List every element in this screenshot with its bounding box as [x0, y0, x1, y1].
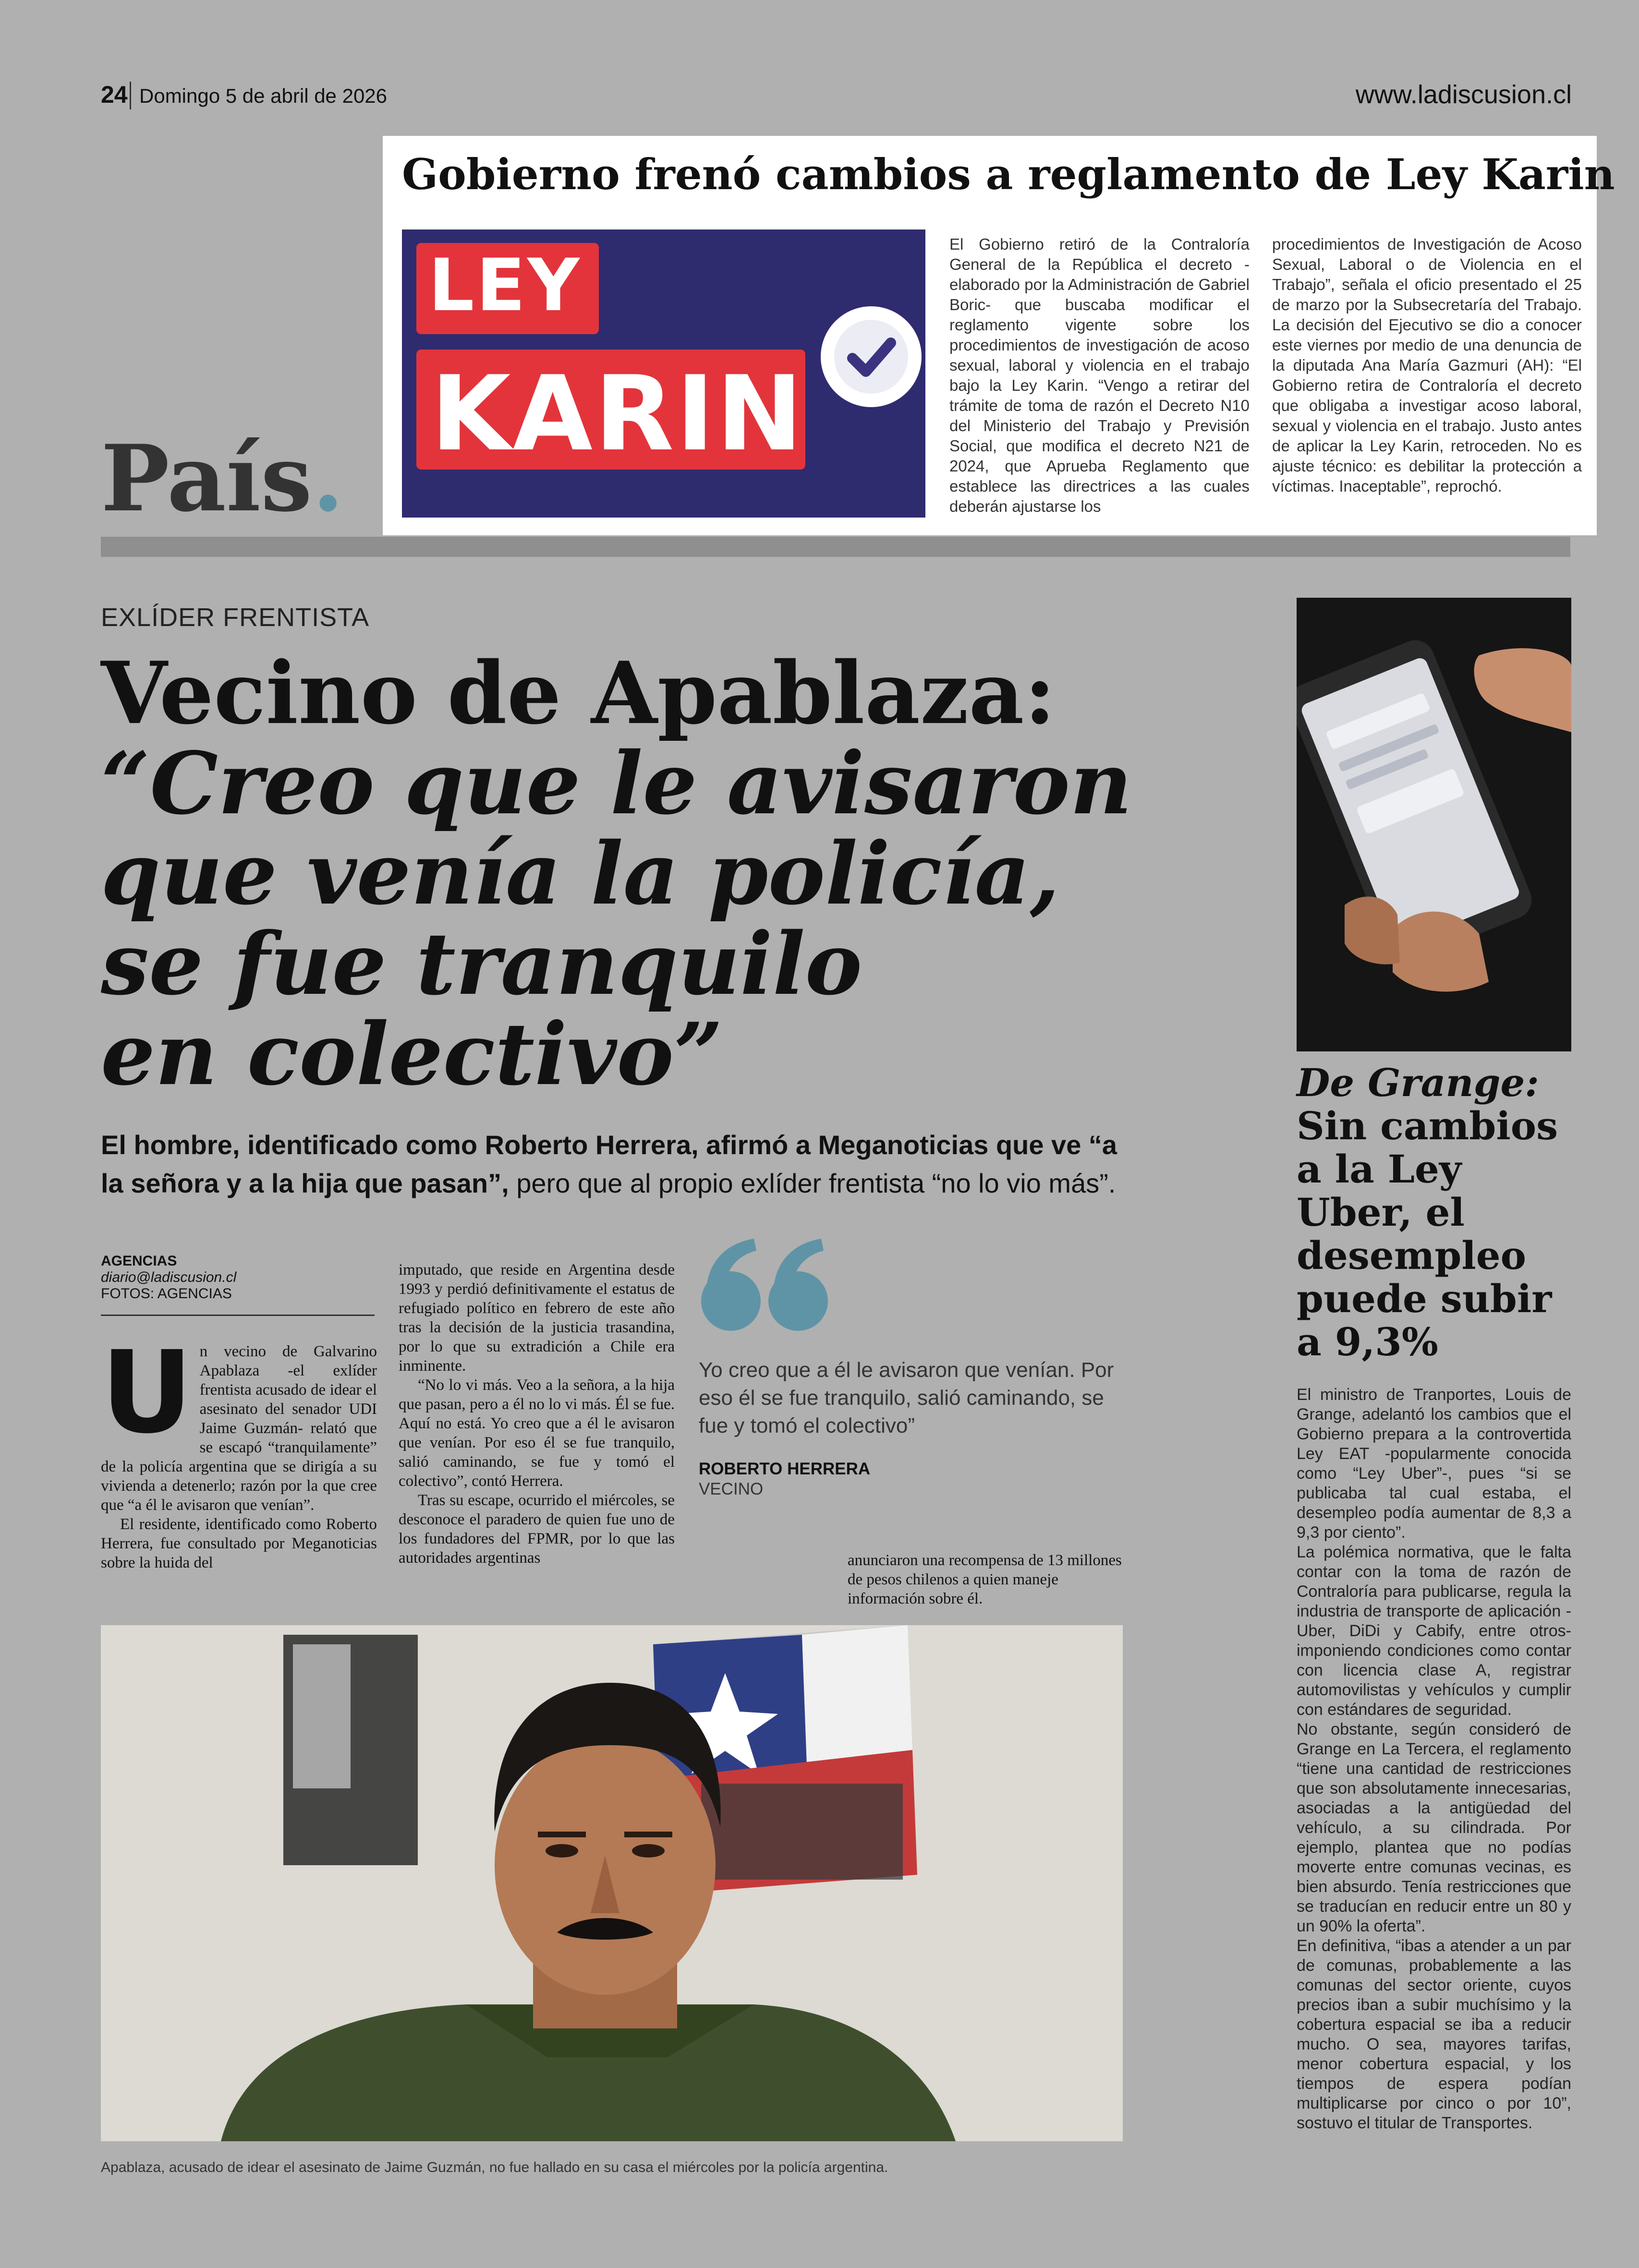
- article-kicker: EXLÍDER FRENTISTA: [101, 603, 370, 632]
- top-news-box: [383, 136, 1615, 535]
- photo-caption: Apablaza, acusado de idear el asesinato de Jaime Guzmán, no fue hallado en su casa el miércoles por la policía argentina.: [101, 2159, 888, 2175]
- paragraph: El residente, identificado como Roberto Herrera, fue consultado por Meganoticias sobre la huida del: [101, 1516, 377, 1571]
- sidebar-headline-rest: Sin cambios a la Ley Uber, el desempleo puede subir a 9,3%: [1297, 1103, 1558, 1364]
- website-link[interactable]: www.ladiscusion.cl: [1355, 80, 1572, 109]
- article-headline: [101, 643, 1205, 1104]
- deck-bold: El hombre, identificado como Roberto Herrera, afirmó a Meganoticias que ve “a la señora y a la hija que pasan”,: [101, 1130, 1117, 1198]
- paragraph: El ministro de Tranportes, Louis de Grange, adelantó los cambios que el Gobierno prepara a la controvertida Ley EAT -popularmente conocida como “Ley Uber”-, pues “si se publicaba tal cual estaba, el desempleo podía aumentar de 8,3 a 9,3 por ciento”.: [1297, 1386, 1571, 1542]
- photo-illustration: [101, 1625, 1123, 2141]
- header-divider: [130, 82, 131, 109]
- article-column-1: [101, 1327, 377, 1572]
- sidebar-headline-italic: De Grange:: [1297, 1060, 1539, 1105]
- deck-plain: pero que al propio exlíder frentista “no lo vio más”.: [509, 1168, 1116, 1198]
- paragraph: imputado, que reside en Argentina desde 1993 y perdió definitivamente el estatus de refugiado político en febrero de este año tras la decisión de la justicia trasandina, por lo que su extradición a Chile era inminente.: [399, 1261, 675, 1375]
- karin-text: KARIN: [431, 353, 805, 474]
- checkmark-icon: [821, 306, 922, 407]
- top-box-headline: Gobierno frenó cambios a reglamento de Ley Karin: [402, 149, 1615, 199]
- article-column-2: [399, 1260, 675, 1568]
- section-rule: [101, 537, 1570, 557]
- paragraph: Tras su escape, ocurrido el miércoles, se desconoce el paradero de quien fue uno de los fundadores del FPMR, por lo que las autoridades argentinas: [399, 1492, 675, 1567]
- article-column-3: anunciaron una recompensa de 13 millones de pesos chilenos a quien maneje información sobre él.: [848, 1552, 1122, 1607]
- section-title: [101, 425, 344, 532]
- issue-date: Domingo 5 de abril de 2026: [139, 84, 388, 107]
- paragraph: No obstante, según consideró de Grange en La Tercera, el reglamento “tiene una cantidad de restricciones que son absolutamente innecesarias, asociadas a la antigüedad del vehículo, a su cilindrada. Por ejemplo, plantea que no podías moverte entre comunas vecinas, es bien absurdo. Tenía restricciones que se traducían en reducir entre un 80 y un 90% la oferta”.: [1297, 1720, 1571, 1935]
- sidebar-headline: [1297, 1061, 1585, 1363]
- paragraph: “No lo vi más. Veo a la señora, a la hija que pasan, pero a él no lo vi más. Él se fue. Aquí no está. Yo creo que a él le avisaron que venían. Por eso él se fue tranquilo, salió caminando, se fue y tomó el colectivo”, contó Herrera.: [399, 1376, 675, 1490]
- quote-role: VECINO: [699, 1480, 764, 1498]
- sidebar-body: [1297, 1385, 1571, 2133]
- apablaza-neighbor-photo: [101, 1625, 1123, 2141]
- section-dot: .: [312, 425, 344, 532]
- paragraph: La polémica normativa, que le falta contar con la toma de razón de Contraloría para publicarse, regula la industria de transporte de aplicación -Uber, DiDi y Cabify, entre otros- imponiendo condiciones como contar con licencia clase A, registrar automovilistas y vehículos y cumplir con estándares de seguridad.: [1297, 1543, 1571, 1719]
- headline-italic: “Creo que le avisaron que venía la policía, se fue tranquilo en colectivo”: [101, 733, 1132, 1104]
- top-box-column-2: procedimientos de Investigación de Acoso Sexual, Laboral o de Violencia en el Trabajo”, señala el oficio presentado el 25 de marzo por la Subsecretaría del Trabajo. La decisión del Ejecutivo se dio a conocer este viernes por medio de una denuncia de la diputada Ana María Gazmuri (AH): “El Gobierno retira de Contraloría el decreto que obligaba a investigar acoso laboral, sexual y violencia en el trabajo. Justo antes de aplicar la Ley Karin, retroceden. No es ajuste técnico: es debilitar la protección a víctimas. Inaceptable”, reprochó.: [1272, 235, 1582, 495]
- paragraph: n vecino de Galvarino Apablaza -el exlíder frentista acusado de idear el asesinato del senador UDI Jaime Guzmán- relató que se escapó “tranquilamente” de la policía argentina que se dirigía a su vivienda a detenerlo; razón por la que cree que “a él le avisaron que venían”.: [101, 1343, 377, 1514]
- article-deck: [101, 1126, 1138, 1203]
- quote-author: ROBERTO HERRERA: [699, 1460, 871, 1478]
- phone-illustration: [1297, 598, 1571, 1051]
- section-name: País: [101, 425, 313, 532]
- quote-marks-icon: [696, 1229, 836, 1339]
- byline-photos: FOTOS: AGENCIAS: [101, 1286, 232, 1302]
- ley-text: LEY: [428, 244, 582, 327]
- byline-email[interactable]: diario@ladiscusion.cl: [101, 1269, 237, 1285]
- top-box-column-1: El Gobierno retiró de la Contraloría General de la República el decreto -elaborado por la Administración de Gabriel Boric- que buscaba modificar el reglamento vigente sobre los procedimientos de investigación de acoso sexual, laboral y violencia en el trabajo bajo la Ley Karin. “Vengo a retirar del trámite de toma de razón el Decreto N10 del Ministerio del Trabajo y Previsión Social, que modifica el decreto N21 de 2024, que Aprueba Reglamento que establece las directrices a las cuales deberán ajustarse los: [949, 235, 1250, 515]
- byline: [101, 1253, 375, 1302]
- drop-cap: U: [101, 1327, 193, 1459]
- headline-plain: Vecino de Apablaza:: [101, 643, 1056, 743]
- page-number: 24: [101, 81, 128, 108]
- byline-rule: [101, 1315, 375, 1316]
- smartphone-photo: [1297, 598, 1571, 1051]
- byline-agency: AGENCIAS: [101, 1253, 177, 1269]
- check-glyph: [834, 320, 908, 394]
- pull-quote: Yo creo que a él le avisaron que venían. Por eso él se fue tranquilo, salió caminando, se fue y tomó el colectivo”: [699, 1358, 1114, 1437]
- ley-karin-image: [402, 229, 925, 518]
- paragraph: En definitiva, “ibas a atender a un par de comunas, probablemente a las comunas del sector oriente, cuyos precios iban a subir muchísimo y la cobertura espacial se iba a reducir mucho. O sea, mayores tarifas, menor cobertura espacial, y los tiempos de espera podían multiplicarse por cinco o por 10”, sostuvo el titular de Transportes.: [1297, 1937, 1571, 2132]
